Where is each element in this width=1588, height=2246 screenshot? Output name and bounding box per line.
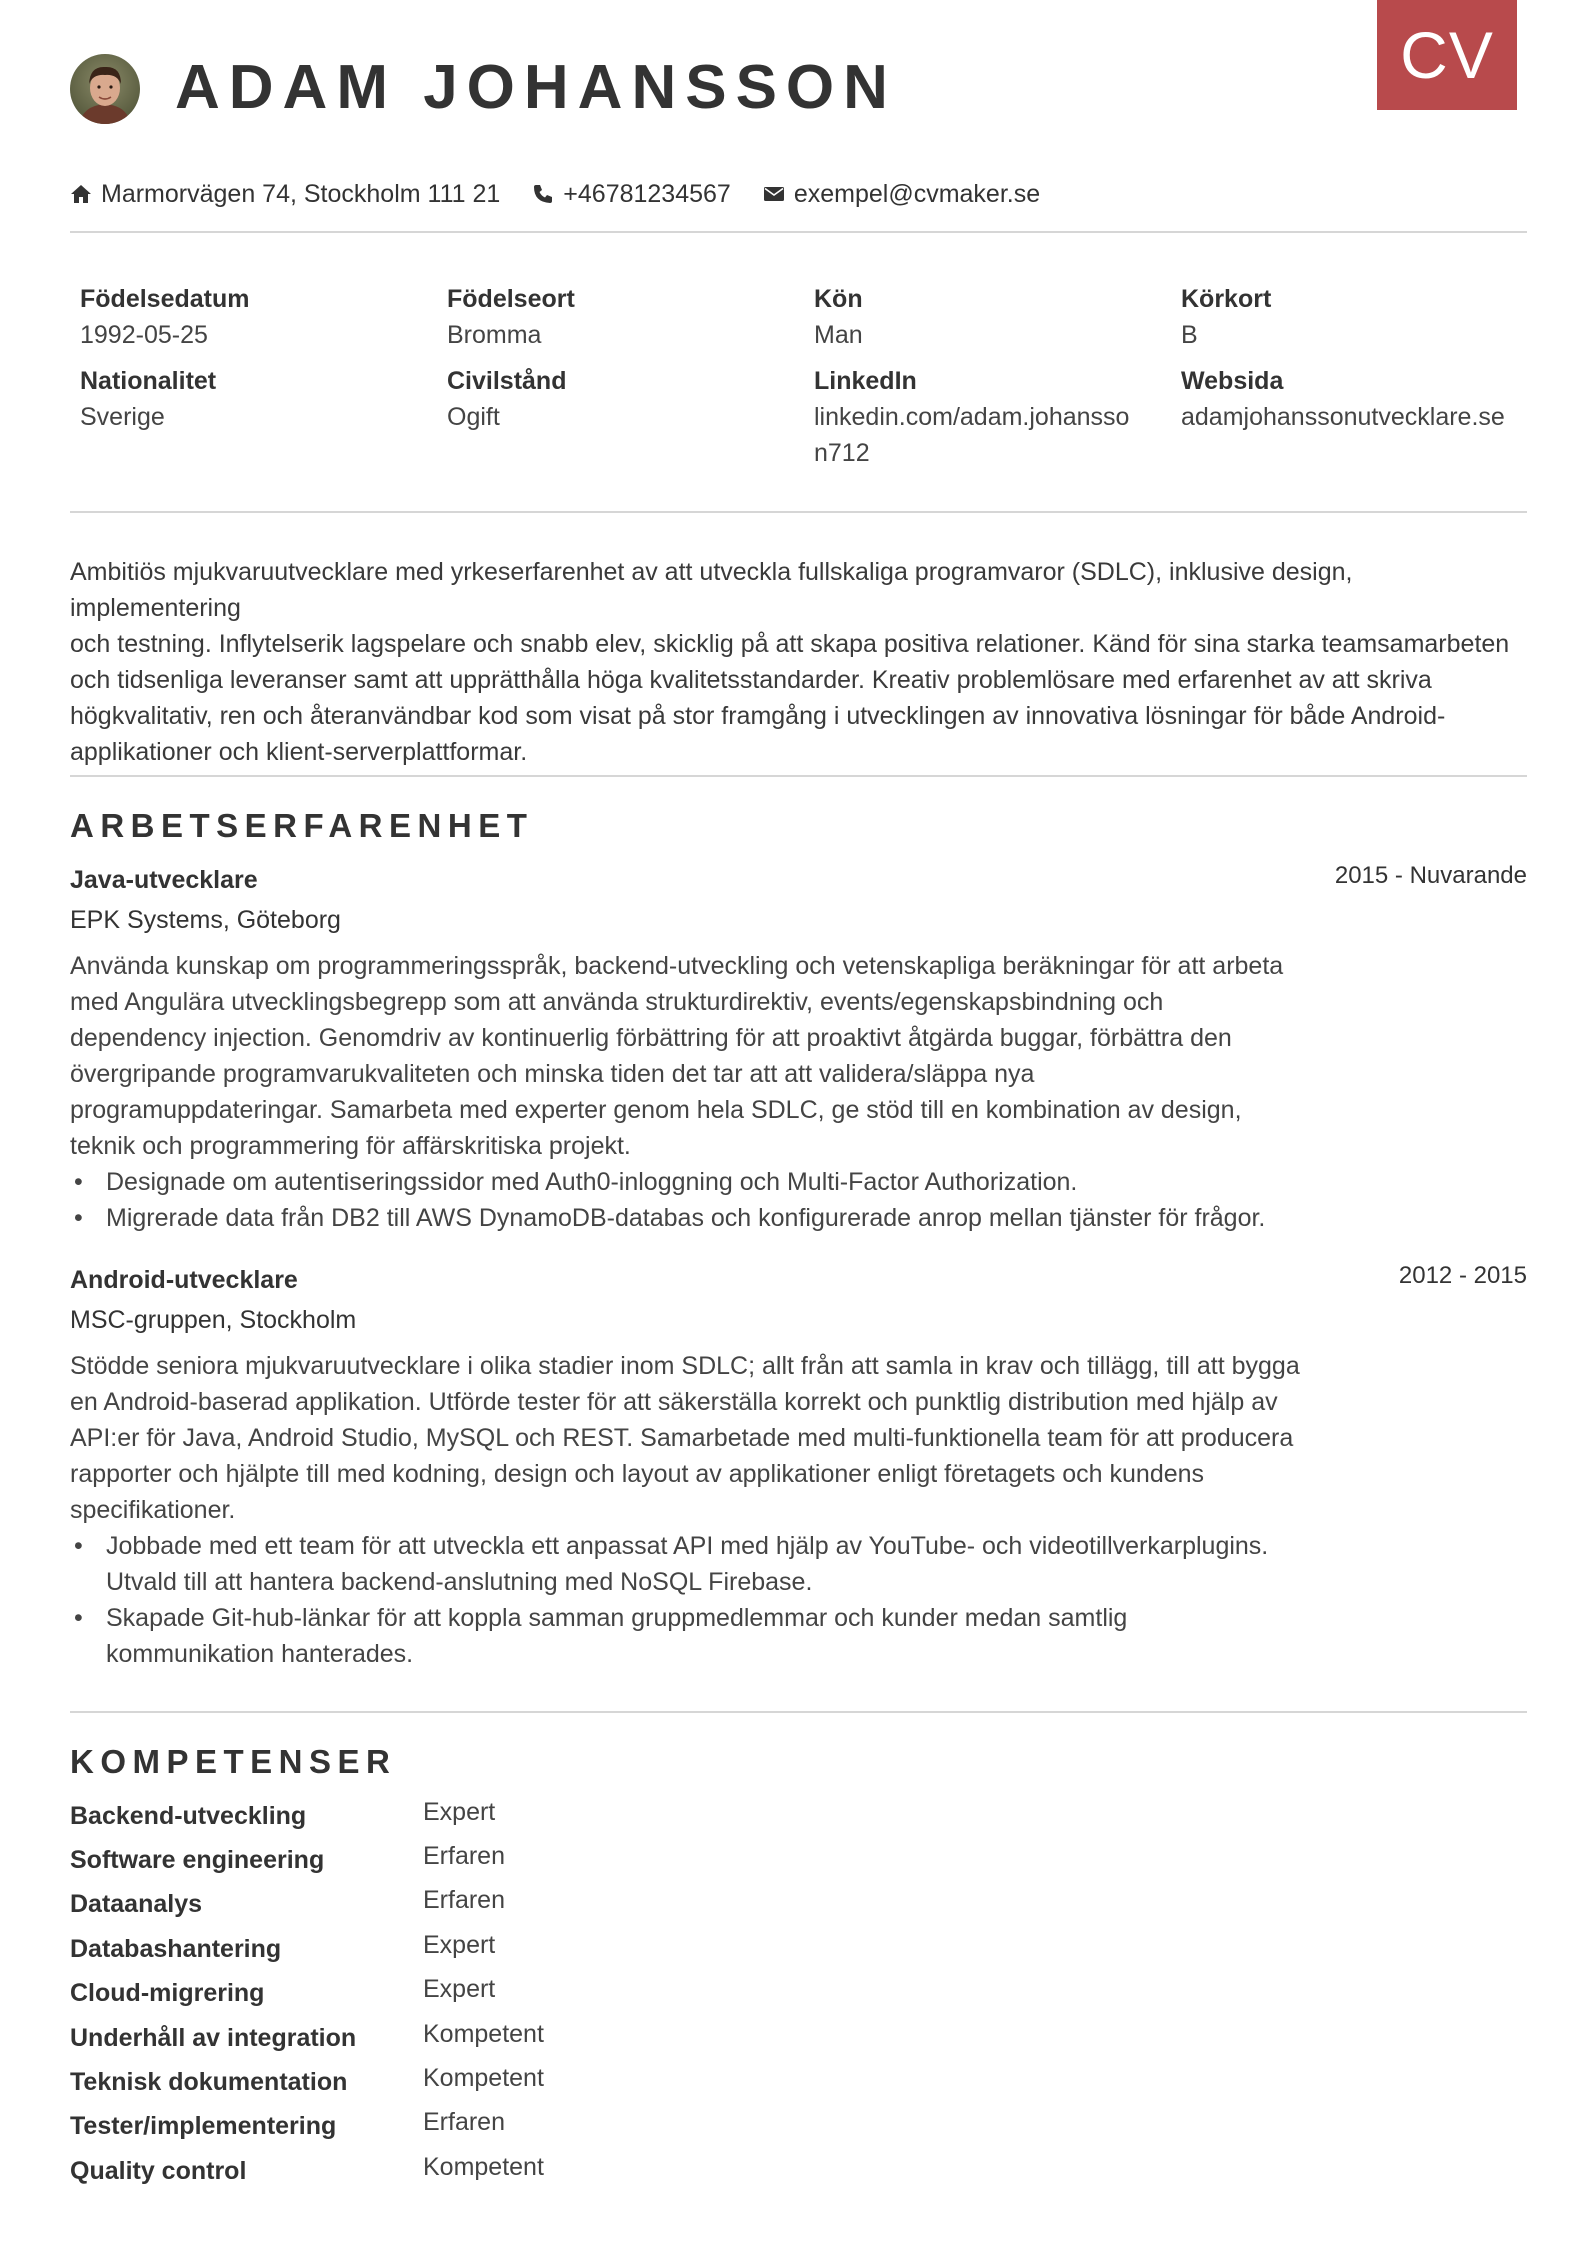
detail-nationality — [80, 363, 420, 435]
contact-phone — [532, 180, 731, 209]
skill-level: Expert — [423, 1930, 496, 1959]
skill-level: Erfaren — [423, 2108, 505, 2137]
skill-level: Erfaren — [423, 1886, 505, 1915]
skill-name: Databashantering — [70, 1934, 282, 1963]
bullet-icon: • — [74, 1204, 83, 1232]
candidate-name: ADAM JOHANSSON — [175, 53, 897, 122]
detail-value: Bromma — [447, 321, 542, 349]
avatar-photo — [70, 54, 140, 124]
skill-row — [70, 1838, 770, 1882]
detail-website — [1181, 363, 1521, 435]
detail-label: Nationalitet — [80, 367, 217, 395]
experience-heading: ARBETSERFARENHET — [70, 807, 534, 844]
job-title: Java-utvecklare — [70, 866, 258, 894]
summary-line: högkvalitativ, ren och återanvändbar kod som visat på stor framgång i utvecklingen av innovativa lösningar för både Android- — [70, 702, 1446, 730]
skill-level: Expert — [423, 1797, 496, 1826]
bullet-item — [70, 1200, 1310, 1236]
cv-badge: CV — [1377, 0, 1517, 110]
skill-name: Backend-utveckling — [70, 1801, 307, 1830]
job-description-line: API:er för Java, Android Studio, MySQL och REST. Samarbetade med multi-funktionella team för att producera — [70, 1424, 1294, 1452]
skill-name: Underhåll av integration — [70, 2023, 357, 2052]
job-description-line: en Android-baserad applikation. Utförde tester för att säkerställa korrekt och punktlig distribution med hjälp av — [70, 1388, 1278, 1416]
detail-label: Kön — [814, 285, 863, 313]
detail-label: Civilstånd — [447, 367, 567, 395]
skill-name: Tester/implementering — [70, 2112, 337, 2141]
skill-row — [70, 1794, 770, 1838]
linkedin-link[interactable] — [814, 399, 1154, 471]
summary-line: applikationer och klient-serverplattformar. — [70, 738, 528, 766]
skill-level: Kompetent — [423, 2064, 544, 2093]
detail-civil-status — [447, 363, 787, 435]
detail-birthdate — [80, 281, 420, 353]
summary-line: Ambitiös mjukvaruutvecklare med yrkeserfarenhet av att utveckla fullskaliga programvaror (SDLC), inklusive design, implementering — [70, 558, 1353, 622]
bullet-item — [70, 1528, 1310, 1600]
contact-row — [70, 178, 1072, 210]
skill-row — [70, 2016, 770, 2060]
job-description — [70, 1348, 1310, 1528]
bullet-line: Jobbade med ett team för att utveckla ett anpassat API med hjälp av YouTube- och videotillverkarplugins. — [106, 1532, 1269, 1560]
summary-line: och tidsenliga leveranser samt att upprätthålla höga kvalitetsstandarder. Kreativ problemlösare med erfarenhet av att skriva — [70, 666, 1432, 694]
divider — [70, 1711, 1527, 1713]
linkedin-line: n712 — [814, 439, 870, 467]
skills-list — [70, 1794, 770, 2194]
divider — [70, 775, 1527, 777]
detail-value: B — [1181, 321, 1198, 349]
home-icon — [70, 184, 92, 204]
job-company: EPK Systems, Göteborg — [70, 906, 341, 934]
job-description — [70, 948, 1310, 1164]
skills-heading: KOMPETENSER — [70, 1743, 397, 1780]
job-description-line: programuppdateringar. Samarbeta med experter genom hela SDLC, ge stöd till en kombination av design, — [70, 1096, 1242, 1124]
detail-birthplace — [447, 281, 787, 353]
skill-row — [70, 2105, 770, 2149]
linkedin-line: linkedin.com/adam.johansso — [814, 403, 1130, 431]
detail-label: Födelsedatum — [80, 285, 250, 313]
job-description-line: teknik och programmering för affärskritiska projekt. — [70, 1132, 631, 1160]
bullet-line: Designade om autentiseringssidor med Auth0-inloggning och Multi-Factor Authorization. — [106, 1168, 1078, 1196]
detail-gender — [814, 281, 1154, 353]
address-text: Marmorvägen 74, Stockholm 111 21 — [101, 179, 501, 208]
bullet-icon: • — [74, 1604, 83, 1632]
job-description-line: Stödde seniora mjukvaruutvecklare i olika stadier inom SDLC; allt från att samla in krav och tillägg, till att bygga — [70, 1352, 1300, 1380]
email-link[interactable]: exempel@cvmaker.se — [793, 179, 1041, 208]
divider — [70, 231, 1527, 233]
bullet-item — [70, 1164, 1310, 1200]
skill-name: Dataanalys — [70, 1890, 203, 1919]
detail-label: Websida — [1181, 367, 1284, 395]
job-company: MSC-gruppen, Stockholm — [70, 1306, 357, 1334]
avatar — [70, 54, 140, 124]
job-bullets — [70, 1528, 1310, 1672]
detail-value: 1992-05-25 — [80, 321, 208, 349]
phone-icon — [532, 183, 554, 205]
job-description-line: övergripande programvarukvaliteten och minska tiden det tar att att validera/släppa nya — [70, 1060, 1035, 1088]
detail-label: LinkedIn — [814, 367, 917, 395]
detail-license — [1181, 281, 1521, 353]
skill-row — [70, 2149, 770, 2193]
bullet-line: Skapade Git-hub-länkar för att koppla samman gruppmedlemmar och kunder medan samtlig — [106, 1604, 1128, 1632]
skill-name: Cloud-migrering — [70, 1979, 265, 2008]
skill-name: Quality control — [70, 2156, 247, 2185]
job-description-line: Använda kunskap om programmeringsspråk, backend-utveckling och vetenskapliga beräkningar för att arbeta — [70, 952, 1284, 980]
contact-email — [763, 180, 1040, 209]
bullet-line: kommunikation hanterades. — [106, 1640, 414, 1668]
job-bullets — [70, 1164, 1310, 1236]
detail-value: Man — [814, 321, 863, 349]
job-entry — [70, 862, 1527, 1236]
bullet-item — [70, 1600, 1310, 1672]
job-description-line: specifikationer. — [70, 1496, 236, 1524]
divider — [70, 511, 1527, 513]
detail-label: Körkort — [1181, 285, 1272, 313]
skill-level: Erfaren — [423, 1842, 505, 1871]
job-description-line: dependency injection. Genomdriv av kontinuerlig förbättring för att proaktivt åtgärda buggar, förbättra den — [70, 1024, 1232, 1052]
detail-value: Ogift — [447, 403, 500, 431]
job-title: Android-utvecklare — [70, 1266, 298, 1294]
bullet-line: Migrerade data från DB2 till AWS DynamoDB-databas och konfigurerade anrop mellan tjänster för frågor. — [106, 1204, 1266, 1232]
skill-row — [70, 1972, 770, 2016]
skill-level: Kompetent — [423, 2152, 544, 2181]
skill-level: Kompetent — [423, 2019, 544, 2048]
detail-linkedin — [814, 363, 1154, 471]
contact-address — [70, 180, 500, 209]
skill-name: Teknisk dokumentation — [70, 2068, 348, 2097]
summary-line: och testning. Inflytelserik lagspelare och snabb elev, skicklig på att skapa positiva relationer. Känd för sina starka teamsamarbeten — [70, 630, 1510, 658]
skill-level: Expert — [423, 1975, 496, 2004]
job-date: 2012 - 2015 — [1398, 1262, 1527, 1289]
job-description-line: med Angulära utvecklingsbegrepp som att använda strukturdirektiv, events/egenskapsbindning och — [70, 988, 1164, 1016]
detail-label: Födelseort — [447, 285, 575, 313]
skill-row — [70, 2060, 770, 2104]
detail-value: Sverige — [80, 403, 165, 431]
website-link[interactable]: adamjohanssonutvecklare.se — [1181, 403, 1505, 431]
job-entry — [70, 1262, 1527, 1672]
bullet-icon: • — [74, 1168, 83, 1196]
bullet-icon: • — [74, 1532, 83, 1560]
bullet-line: Utvald till att hantera backend-anslutning med NoSQL Firebase. — [106, 1568, 813, 1596]
mail-icon — [763, 186, 785, 202]
phone-text: +46781234567 — [563, 179, 731, 208]
skill-row — [70, 1883, 770, 1927]
job-date: 2015 - Nuvarande — [1334, 862, 1527, 889]
profile-summary — [70, 554, 1530, 770]
skill-row — [70, 1927, 770, 1971]
job-description-line: rapporter och hjälpte till med kodning, design och layout av applikationer enligt företagets och kundens — [70, 1460, 1205, 1488]
skill-name: Software engineering — [70, 1846, 325, 1875]
